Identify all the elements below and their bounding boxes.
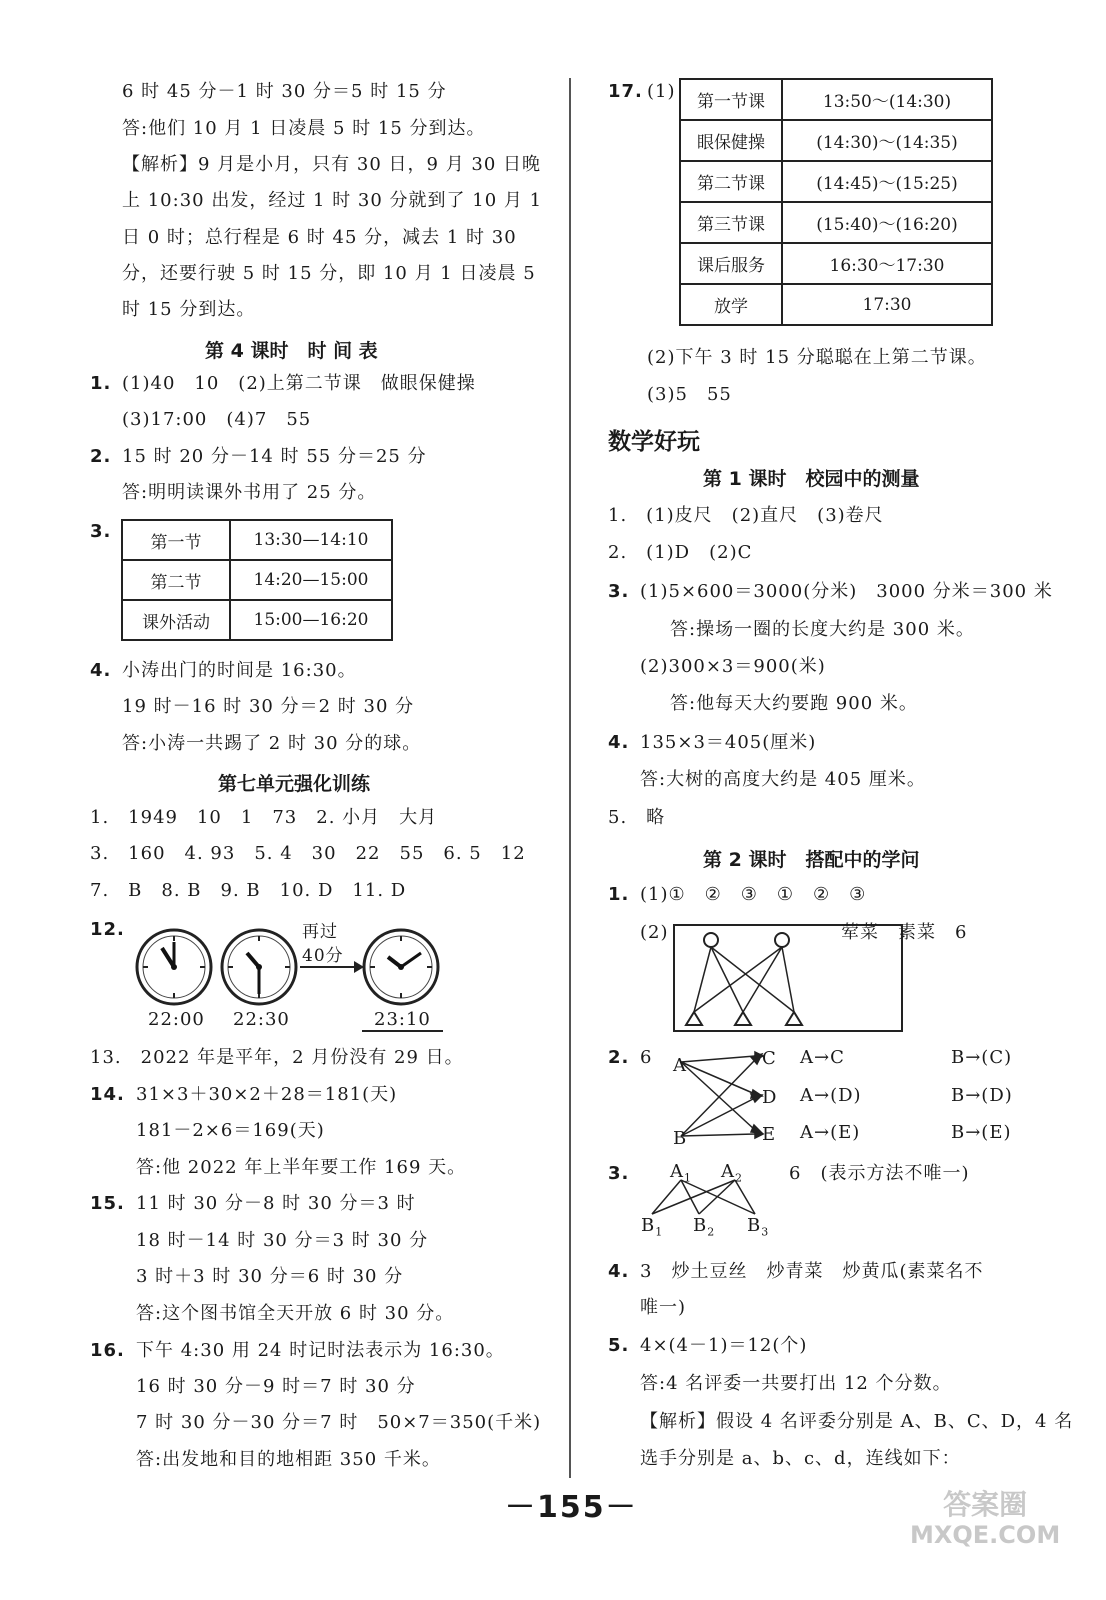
schedule-table-q3	[121, 519, 393, 641]
clock-time-label: 23:10	[374, 1009, 431, 1030]
pair-label: B→(E)	[951, 1122, 1012, 1143]
pair-label: A→(D)	[800, 1085, 862, 1106]
table-cell: 第一节课	[680, 79, 782, 120]
arrow-label: 再过	[302, 922, 338, 942]
schedule-table-q17	[679, 78, 993, 326]
answer-line: 3 炒土豆丝 炒青菜 炒黄瓜(素菜名不	[640, 1261, 984, 1282]
node-label: A	[673, 1055, 687, 1076]
answer-line: 答:这个图书馆全天开放 6 时 30 分。	[136, 1303, 455, 1324]
answer-line: 31×3＋30×2＋28＝181(天)	[136, 1084, 398, 1105]
table-row	[122, 520, 392, 560]
sub-label: (1)	[647, 81, 676, 102]
question-number: 12.	[90, 919, 125, 940]
answer-line: 唯一)	[640, 1297, 687, 1318]
table-row	[122, 560, 392, 600]
answer-line: 答:出发地和目的地相距 350 千米。	[136, 1449, 441, 1470]
table-cell: 第二节	[122, 560, 230, 600]
answer-line: (3)17:00 (4)7 55	[122, 409, 312, 430]
node-label: $A_1$	[670, 1161, 692, 1185]
answer-line: 下午 4:30 用 24 时记时法表示为 16:30。	[136, 1340, 505, 1361]
answer-line: 19 时－16 时 30 分＝2 时 30 分	[122, 696, 415, 717]
table-row	[680, 202, 992, 243]
question-number: 3.	[608, 581, 630, 602]
answer-line: 答:他每天大约要跑 900 米。	[670, 693, 918, 714]
node-label: B	[673, 1128, 688, 1149]
answer-line: 答:4 名评委一共要打出 12 个分数。	[640, 1373, 952, 1394]
answer-line: 小涛出门的时间是 16:30。	[122, 660, 357, 681]
table-row	[680, 161, 992, 202]
table-cell: 第三节课	[680, 202, 782, 243]
table-row	[680, 284, 992, 325]
table-cell: 第一节	[122, 520, 230, 560]
text-line: 日 0 时；总行程是 6 时 45 分，减去 1 时 30	[122, 227, 517, 248]
table-row	[122, 600, 392, 640]
table-cell: (14:45)～(15:25)	[782, 161, 992, 202]
clock-icon	[364, 930, 438, 1004]
text-line: 时 15 分到达。	[122, 299, 256, 320]
node-label: $A_2$	[721, 1161, 743, 1185]
clock-icon	[137, 930, 211, 1004]
answer-line: 16 时 30 分－9 时＝7 时 30 分	[136, 1376, 416, 1397]
question-number: 4.	[608, 1261, 630, 1282]
answer-line: 答:操场一圈的长度大约是 300 米。	[670, 619, 975, 640]
lesson-2-title: 第 2 课时 搭配中的学问	[703, 849, 920, 871]
clock-time-label: 22:00	[148, 1009, 205, 1030]
arrow-label: 40分	[302, 946, 344, 966]
pair-label: A→(E)	[800, 1122, 861, 1143]
answer-line: 15 时 20 分－14 时 55 分＝25 分	[122, 446, 427, 467]
answer-line: 5. 略	[608, 807, 666, 828]
lesson-1-title: 第 1 课时 校园中的测量	[703, 468, 920, 490]
table-cell: 眼保健操	[680, 120, 782, 161]
text-line: 分，还要行驶 5 时 15 分，即 10 月 1 日凌晨 5	[122, 263, 536, 284]
answer-line: (1)5×600＝3000(分米) 3000 分米＝300 米	[640, 581, 1053, 602]
answer-line: (2)下午 3 时 15 分聪聪在上第二节课。	[647, 347, 987, 368]
answer-line: 【解析】假设 4 名评委分别是 A、B、C、D，4 名	[640, 1411, 1074, 1432]
answer-line: 11 时 30 分－8 时 30 分＝3 时	[136, 1193, 416, 1214]
node-label: D	[762, 1087, 778, 1108]
answer-line: 3. 160 4. 93 5. 4 30 22 55 6. 5 12	[90, 843, 526, 864]
table-cell: 第二节课	[680, 161, 782, 202]
clock-time-label: 22:30	[233, 1009, 290, 1030]
node-label: E	[762, 1124, 777, 1145]
answer-line: 13. 2022 年是平年，2 月份没有 29 日。	[90, 1047, 464, 1068]
question-number: 3.	[608, 1163, 630, 1184]
table-cell: 课后服务	[680, 243, 782, 284]
table-cell: 15:00—16:20	[230, 600, 392, 640]
clock-icon	[222, 930, 296, 1004]
pair-label: B→(C)	[951, 1047, 1013, 1068]
answer-line: (1)40 10 (2)上第二节课 做眼保健操	[122, 373, 476, 394]
answer-line: 答:小涛一共踢了 2 时 30 分的球。	[122, 733, 422, 754]
table-cell: (15:40)～(16:20)	[782, 202, 992, 243]
table-cell: 16:30～17:30	[782, 243, 992, 284]
watermark-logo	[910, 1490, 1060, 1550]
answer-line: 4×(4－1)＝12(个)	[640, 1335, 808, 1356]
node-label: $B_2$	[693, 1215, 716, 1239]
text-line: 【解析】9 月是小月，只有 30 日，9 月 30 日晚	[122, 154, 542, 175]
text-line: 答:他们 10 月 1 日凌晨 5 时 15 分到达。	[122, 118, 486, 139]
question-number: 14.	[90, 1084, 125, 1105]
question-number: 5.	[608, 1335, 630, 1356]
answer-line: 18 时－14 时 30 分＝3 时 30 分	[136, 1230, 429, 1251]
answer-line: 答:他 2022 年上半年要工作 169 天。	[136, 1157, 467, 1178]
table-cell: 14:20—15:00	[230, 560, 392, 600]
answer-line: 7 时 30 分－30 分＝7 时 50×7＝350(千米)	[136, 1412, 542, 1433]
answer-line: (3)5 55	[647, 384, 732, 405]
table-cell: 放学	[680, 284, 782, 325]
table-row	[680, 243, 992, 284]
question-number: 16.	[90, 1340, 125, 1361]
pair-label: A→C	[800, 1047, 845, 1068]
table-row	[680, 79, 992, 120]
answer-line: 荤菜 素菜 6	[841, 922, 968, 943]
table-cell: 17:30	[782, 284, 992, 325]
answer-line: 7. B 8. B 9. B 10. D 11. D	[90, 880, 407, 901]
node-label: C	[762, 1048, 777, 1069]
answer-line: 135×3＝405(厘米)	[640, 732, 817, 753]
answer-value: 6	[640, 1047, 653, 1068]
answer-line: (2)300×3＝900(米)	[640, 656, 826, 677]
lesson-4-title: 第 4 课时 时 间 表	[205, 340, 378, 362]
question-number: 1.	[608, 884, 630, 905]
table-row	[680, 120, 992, 161]
question-number: 17.	[608, 81, 643, 102]
answer-line: 答:大树的高度大约是 405 厘米。	[640, 769, 926, 790]
table-cell: 13:50～(14:30)	[782, 79, 992, 120]
watermark-text: 答案圈	[943, 1488, 1028, 1521]
table-cell: 课外活动	[122, 600, 230, 640]
question-number: 15.	[90, 1193, 125, 1214]
watermark-text: MXQE.COM	[910, 1521, 1061, 1549]
sub-label: (2)	[640, 922, 669, 943]
page-number: －155－	[505, 1490, 638, 1525]
answer-line: 181－2×6＝169(天)	[136, 1120, 325, 1141]
question-number: 3.	[90, 521, 112, 542]
question-number: 4.	[90, 660, 112, 681]
answer-line: 1. (1)皮尺 (2)直尺 (3)卷尺	[608, 505, 884, 526]
node-label: $B_3$	[747, 1215, 770, 1239]
table-cell: (14:30)～(14:35)	[782, 120, 992, 161]
answer-line: 选手分别是 a、b、c、d，连线如下：	[640, 1448, 961, 1469]
answer-line: 2. (1)D (2)C	[608, 542, 753, 563]
question-number: 2.	[90, 446, 112, 467]
question-number: 1.	[90, 373, 112, 394]
question-number: 4.	[608, 732, 630, 753]
pair-label: B→(D)	[951, 1085, 1013, 1106]
answer-line: 3 时＋3 时 30 分＝6 时 30 分	[136, 1266, 404, 1287]
answer-line: 1. 1949 10 1 73 2. 小月 大月	[90, 807, 438, 828]
question-number: 2.	[608, 1047, 630, 1068]
column-divider	[569, 78, 571, 1478]
node-label: $B_1$	[641, 1215, 664, 1239]
section-title: 数学好玩	[608, 429, 700, 455]
unit-7-title: 第七单元强化训练	[218, 773, 371, 795]
text-line: 6 时 45 分－1 时 30 分＝5 时 15 分	[122, 81, 447, 102]
table-cell: 13:30—14:10	[230, 520, 392, 560]
text-line: 上 10:30 出发，经过 1 时 30 分就到了 10 月 1	[122, 190, 543, 211]
answer-line: 6 (表示方法不唯一)	[789, 1163, 970, 1184]
answer-line: (1)① ② ③ ① ② ③	[640, 884, 867, 905]
answer-line: 答:明明读课外书用了 25 分。	[122, 482, 377, 503]
